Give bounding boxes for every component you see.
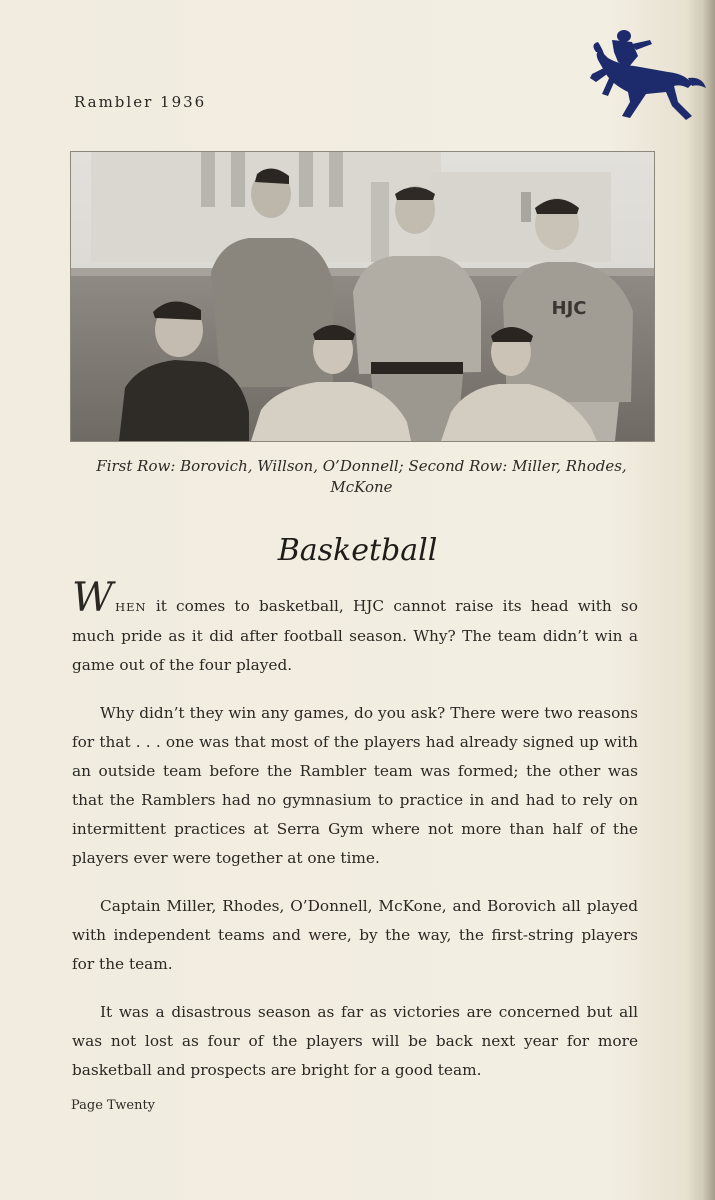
running-header: Rambler 1936: [74, 93, 207, 111]
photo-caption: First Row: Borovich, Willson, O’Donnell; Second Row: Miller, Rhodes, McKone: [96, 457, 627, 496]
paragraph-1-text: it comes to basketball, HJC cannot raise its head with so much pride as it did after football season. Why? The team didn’t win a game out of the four played.: [72, 597, 638, 674]
drop-cap: W: [72, 575, 114, 621]
paragraph-2: Why didn’t they win any games, do you ask? There were two reasons for that . . . one was that most of the players had already signed up with an outside team before the Rambler team was formed; the other was that the Ramblers had no gymnasium to practice in and had to rely on intermittent practices at Serra Gym where not more than half of the players ever were together at one time.: [72, 704, 638, 867]
paragraph-4: It was a disastrous season as far as victories are concerned but all was not lost as four of the players will be back next year for more basketball and prospects are bright for a good team.: [72, 1003, 638, 1079]
page-number: Page Twenty: [71, 1098, 156, 1113]
section-title: Basketball: [277, 533, 438, 568]
article-body: [72, 575, 638, 1104]
team-photo: [70, 151, 655, 442]
sweater-letters: HJC: [551, 298, 587, 319]
horse-and-rider-icon: [588, 22, 708, 132]
page-edge: [701, 0, 715, 1200]
small-caps-lead: HEN: [115, 600, 147, 614]
paragraph-3: Captain Miller, Rhodes, O’Donnell, McKone, and Borovich all played with independent teams and were, by the way, the first-string players for the team.: [72, 897, 638, 973]
paragraph-1: [72, 575, 638, 680]
